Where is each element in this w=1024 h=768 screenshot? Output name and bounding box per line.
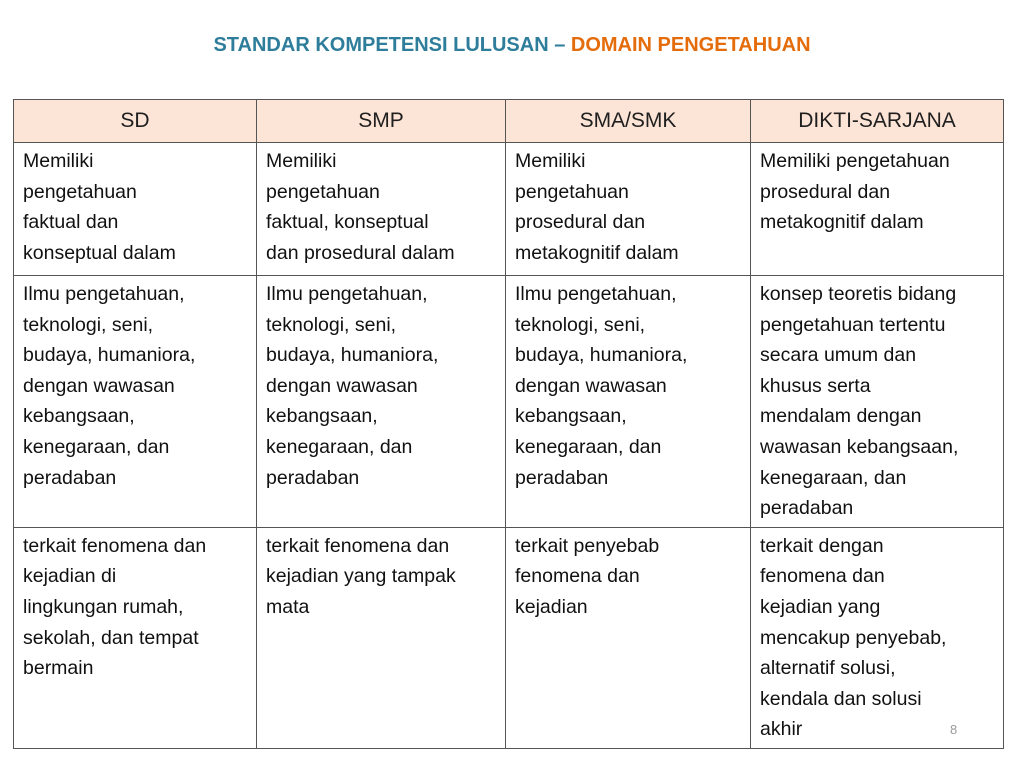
table-cell: Memiliki pengetahuan prosedural dan metakognitif dalam — [506, 143, 751, 276]
column-header-sma-smk: SMA/SMK — [506, 100, 751, 143]
table-cell: terkait penyebab fenomena dan kejadian — [506, 527, 751, 748]
slide-title-highlight: DOMAIN PENGETAHUAN — [570, 34, 811, 56]
table-cell: Ilmu pengetahuan, teknologi, seni, budaya, humaniora, dengan wawasan kebangsaan, kenegaraan, dan peradaban — [506, 276, 751, 528]
table-cell: terkait fenomena dan kejadian di lingkungan rumah, sekolah, dan tempat bermain — [14, 527, 257, 748]
slide-title-main: STANDAR KOMPETENSI LULUSAN – — [213, 34, 571, 56]
table-row — [14, 527, 1004, 748]
table-cell: Ilmu pengetahuan, teknologi, seni, budaya, humaniora, dengan wawasan kebangsaan, kenegaraan, dan peradaban — [257, 276, 506, 528]
page-number: 8 — [950, 722, 958, 737]
table-cell: terkait dengan fenomena dan kejadian yang mencakup penyebab, alternatif solusi, kendala dan solusi akhir — [751, 527, 1004, 748]
table-cell: Memiliki pengetahuan faktual, konseptual dan prosedural dalam — [257, 143, 506, 276]
table-cell: Memiliki pengetahuan prosedural dan metakognitif dalam — [751, 143, 1004, 276]
column-header-sd: SD — [14, 100, 257, 143]
table-header-row — [14, 100, 1004, 143]
competency-table — [13, 99, 1004, 749]
table-row — [14, 276, 1004, 528]
table-cell: Ilmu pengetahuan, teknologi, seni, budaya, humaniora, dengan wawasan kebangsaan, kenegaraan, dan peradaban — [14, 276, 257, 528]
table-cell: terkait fenomena dan kejadian yang tampak mata — [257, 527, 506, 748]
column-header-smp: SMP — [257, 100, 506, 143]
column-header-dikti-sarjana: DIKTI-SARJANA — [751, 100, 1004, 143]
table-row — [14, 143, 1004, 276]
table-cell: konsep teoretis bidang pengetahuan tertentu secara umum dan khusus serta mendalam dengan wawasan kebangsaan, kenegaraan, dan peradaban — [751, 276, 1004, 528]
slide-title — [0, 34, 1024, 57]
table-cell: Memiliki pengetahuan faktual dan konseptual dalam — [14, 143, 257, 276]
